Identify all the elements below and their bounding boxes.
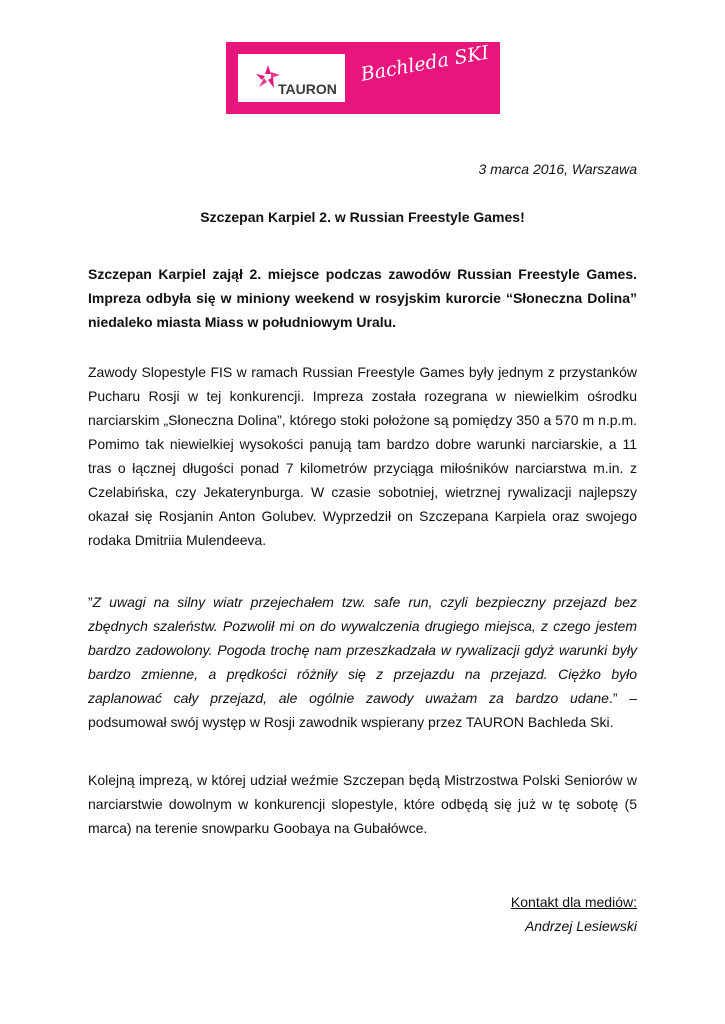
- quote-attribution: .” – podsumował swój występ w Rosji zawodnik wspierany przez TAURON Bachleda Ski.: [88, 690, 637, 730]
- quote-open-mark: ”: [88, 594, 93, 610]
- body-paragraph-1: Zawody Slopestyle FIS w ramach Russian Freestyle Games były jednym z przystanków Pucharu Rosji w tej konkurencji. Impreza została rozegrana w niewielkim ośrodku narciarskim „Słoneczna Dolina”, którego stoki położone są pomiędzy 350 a 570 m n.p.m. Pomimo tak niewielkiej wysokości panują tam bardzo dobre warunki narciarskie, a 11 tras o łącznej długości ponad 7 kilometrów przyciąga miłośników narciarstwa m.in. z Czelabińska, czy Jekaterynburga. W czasie sobotniej, wietrznej rywalizacji najlepszy okazał się Rosjanin Anton Golubev. Wyprzedził on Szczepana Karpiela oraz swojego rodaka Dmitriia Mulendeeva.: [88, 364, 637, 548]
- document-date: 3 marca 2016, Warszawa: [478, 161, 637, 177]
- lead-paragraph: Szczepan Karpiel zajął 2. miejsce podczas zawodów Russian Freestyle Games. Impreza odbyła się w miniony weekend w rosyjskim kurorcie “Słoneczna Dolina” niedaleko miasta Miass w południowym Uralu.: [88, 266, 637, 330]
- quote-text: Z uwagi na silny wiatr przejechałem tzw. safe run, czyli bezpieczny przejazd bez zbędnych szaleństw. Pozwolił mi on do wywalczenia drugiego miejsca, z czego jestem bardzo zadowolony. Pogoda trochę nam przeszkadzała w rywalizacji gdyż warunki były bardzo zmienne, a prędkości różniły się z przejazdu na przejazd. Ciężko było zaplanować cały przejazd, ale ogólnie zawody uważam za bardzo udane: [88, 594, 637, 706]
- logo-brand-text: TAURON: [278, 81, 337, 97]
- media-contact: [511, 890, 637, 938]
- quote-paragraph: [88, 590, 637, 734]
- document-title: Szczepan Karpiel 2. w Russian Freestyle Games!: [200, 209, 525, 225]
- contact-label: Kontakt dla mediów:: [510, 894, 637, 910]
- logo-tauron-panel: [238, 54, 345, 102]
- logo-banner: [226, 42, 500, 114]
- logo-script-text: Bachleda SKI: [359, 41, 491, 86]
- body-paragraph-3: Kolejną imprezą, w której udział weźmie Szczepan będą Mistrzostwa Polski Seniorów w narciarstwie dowolnym w konkurencji slopestyle, które odbędą się już w tę sobotę (5 marca) na terenie snowparku Goobaya na Gubałówce.: [88, 772, 637, 836]
- contact-name: Andrzej Lesiewski: [524, 918, 637, 934]
